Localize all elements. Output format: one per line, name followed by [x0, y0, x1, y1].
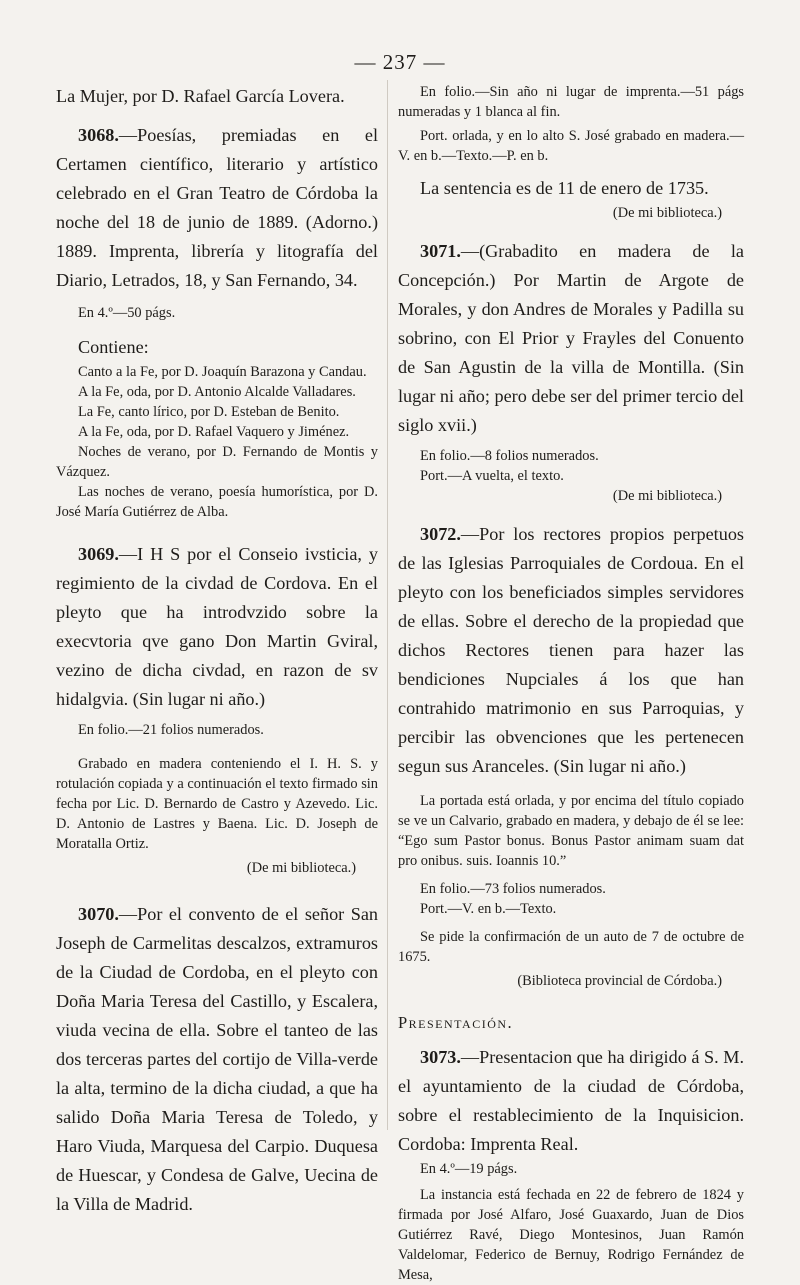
entry-number: 3071. [420, 241, 461, 261]
content-item: Las noches de verano, poesía humorística, por D. José María Gutiérrez de Alba. [56, 484, 378, 520]
entry-3069 [56, 540, 378, 714]
entry-number: 3068. [78, 125, 119, 145]
entry-number: 3072. [420, 524, 461, 544]
entry-reference: (De mi biblioteca.) [612, 205, 722, 221]
content-item: Noches de verano, por D. Fernando de Montis y Vázquez. [56, 444, 378, 480]
entry-3073 [398, 1043, 744, 1159]
entry-reference: (De mi biblioteca.) [246, 860, 356, 876]
contents-label: Contiene: [78, 337, 149, 357]
entry-format: En folio.—21 folios numerados. [78, 722, 264, 738]
content-item: A la Fe, oda, por D. Rafael Vaquero y Jiménez. [78, 424, 350, 440]
entry-number: 3070. [78, 904, 119, 924]
entry-text: —Poesías, premiadas en el Certamen científico, literario y artístico celebrado en el Gran Teatro de Córdoba la noche del 18 de junio de 1889. (Adorno.) 1889. Imprenta, librería y litografía del Diario, Letrados, 18, y San Fernando, 34. [56, 125, 378, 290]
entry-text: —Presentacion que ha dirigido á S. M. el ayuntamiento de la ciudad de Córdoba, sobre el restablecimiento de la Inquisicion. Cordoba: Imprenta Real. [398, 1047, 744, 1154]
entry-text: —Por los rectores propios perpetuos de las Iglesias Parroquiales de Cordoua. En el pleyto con los beneficiados simples servidores de ellas. Sobre el derecho de la propiedad que dichos Rectores tienen para hazer las bendiciones Nupciales á los que han contrahido matrimonio en sus Parroquias, y percibir las obvenciones que les pertenecen segun sus Aranceles. (Sin lugar ni año.) [398, 524, 744, 776]
entry-format: En 4.º—19 págs. [420, 1161, 518, 1177]
content-item: A la Fe, oda, por D. Antonio Alcalde Valladares. [78, 384, 356, 400]
entry-note: Se pide la confirmación de un auto de 7 de octubre de 1675. [398, 929, 744, 965]
entry-description: La instancia está fechada en 22 de febrero de 1824 y firmada por José Alfaro, José Guaxardo, Juan de Dios Gutiérrez Ravé, Diego Montesinos, Juan Ramón Valdelomar, Federico de Bernuy, Rodrigo Fernández de Mesa, [398, 1187, 744, 1283]
page-number: — 237 — [354, 50, 446, 74]
entry-3072 [398, 520, 744, 781]
entry-description: Port.—A vuelta, el texto. [420, 468, 564, 484]
content-item: La Fe, canto lírico, por D. Esteban de Benito. [78, 404, 340, 420]
entry-text: —(Grabadito en madera de la Concepción.) Por Martin de Argote de Morales, y don Andres de Morales y Padilla su sobrino, con El Prior y Frayles del Conuento de San Agustin de la villa de Montilla. (Sin lugar ni año; pero debe ser del primer tercio del siglo xvii.) [398, 241, 744, 435]
entry-number: 3073. [420, 1047, 461, 1067]
entry-reference: (Biblioteca provincial de Córdoba.) [517, 973, 722, 989]
intro-line: La Mujer, por D. Rafael García Lovera. [56, 86, 345, 106]
entry-description: Grabado en madera conteniendo el I. H. S. y rotulación copiada y a continuación el texto firmado sin fecha por Lic. D. Bernardo de Castro y Azevedo. Lic. D. Antonio de Lastres y Baena. Lic. D. Joseph de Moratalla Ortiz. [56, 756, 378, 852]
entry-3070 [56, 900, 378, 1219]
entry-format: Port.—V. en b.—Texto. [420, 901, 557, 917]
entry-number: 3069. [78, 544, 119, 564]
section-heading: Presentación. [398, 1013, 514, 1032]
entry-3071 [398, 237, 744, 440]
right-column [398, 82, 744, 1285]
entry-note: La sentencia es de 11 de enero de 1735. [420, 178, 709, 198]
entry-description: La portada está orlada, y por encima del título copiado se ve un Calvario, grabado en madera, y debajo de él se lee: “Ego sum Pastor bonus. Bonus Pastor animam suam dat pro onibus. suis. Ioannis 10.” [398, 793, 744, 869]
entry-description: Port. orlada, y en lo alto S. José grabado en madera.—V. en b.—Texto.—P. en b. [398, 128, 744, 164]
left-column [56, 82, 378, 1219]
entry-format: En folio.—8 folios numerados. [420, 448, 599, 464]
entry-3068 [56, 121, 378, 295]
entry-text: —I H S por el Conseio ivsticia, y regimiento de la civdad de Cordova. En el pleyto que ha introdvzido sobre la execvtoria qve gano Don Martin Gviral, vezino de dicha civdad, en razon de sv hidalgvia. (Sin lugar ni año.) [56, 544, 378, 709]
entry-format: En 4.º—50 págs. [78, 305, 176, 321]
content-item: Canto a la Fe, por D. Joaquín Barazona y Candau. [78, 364, 367, 380]
entry-format: En folio.—Sin año ni lugar de imprenta.—51 págs numeradas y 1 blanca al fin. [398, 84, 744, 120]
entry-format: En folio.—73 folios numerados. [420, 881, 606, 897]
column-divider [387, 80, 388, 1130]
entry-reference: (De mi biblioteca.) [612, 488, 722, 504]
entry-text: —Por el convento de el señor San Joseph de Carmelitas descalzos, extramuros de la Ciudad de Cordoba, en el pleyto con Doña Maria Teresa del Castillo, y Escalera, viuda vecina de ella. Sobre el tanteo de las dos terceras partes del cortijo de Villa-verde la alta, termino de la dicha ciudad, a que ha salido Doña Maria Teresa de Toledo, y Haro Viuda, Marquesa del Carpio. Duquesa de Huescar, y Condesa de Galve, Uecina de la Villa de Madrid. [56, 904, 378, 1214]
